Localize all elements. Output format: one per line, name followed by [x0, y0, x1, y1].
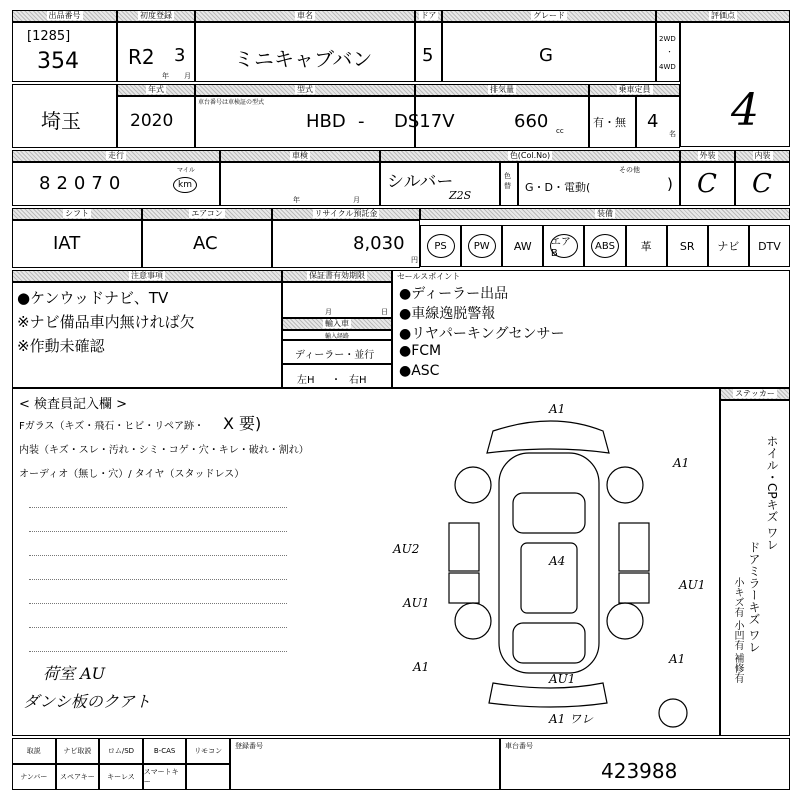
turbo-cell — [589, 96, 636, 148]
rule-line — [29, 579, 287, 580]
equip-leather — [626, 225, 667, 267]
reg-cell — [117, 22, 195, 82]
sales-point-2: ●車線逸脱警報 — [399, 306, 496, 322]
reg-era: R2 — [128, 45, 155, 69]
spare-tire — [659, 699, 687, 727]
equip-label: PW — [468, 234, 496, 258]
sales-point-5: ●ASC — [399, 363, 440, 379]
header-ac: エアコン — [142, 208, 272, 220]
color-name: シルバー — [387, 172, 454, 192]
handwritten-note-1: 荷室 AU — [43, 664, 106, 683]
equip-label: AW — [513, 239, 532, 253]
handle-cell — [282, 364, 392, 388]
header-recycle: リサイクル預託金 — [272, 208, 420, 220]
equip-label: PS — [427, 234, 455, 258]
mark-right-rear-wheel: A1 — [669, 652, 686, 666]
equip-pw — [461, 225, 502, 267]
equip-sunroof — [667, 225, 708, 267]
side-notes-box — [720, 400, 790, 736]
footer-item: スマートキー — [143, 764, 187, 790]
shift: IAT — [53, 233, 81, 254]
equip-label: SR — [679, 239, 695, 253]
equip-dtv — [749, 225, 790, 267]
color-options: G・D・電動( — [525, 181, 591, 194]
chassis-number: 423988 — [601, 759, 678, 783]
header-seats: 乗車定員 — [589, 84, 680, 96]
grade: G — [539, 45, 553, 66]
recycle-fee: 8,030 — [353, 233, 405, 254]
model-prefix: HBD — [306, 111, 346, 132]
mark-left-door: AU2 — [393, 542, 420, 556]
rule-line — [29, 651, 287, 652]
mark-rear: AU1 — [549, 672, 576, 686]
windshield — [513, 493, 585, 533]
rule-line — [29, 555, 287, 556]
month-unit: 月 — [184, 72, 191, 80]
year-cell — [117, 96, 195, 148]
import-row: ディーラー・並行 — [295, 350, 375, 361]
mark-front-right: A1 — [673, 456, 690, 470]
door-rl — [449, 573, 479, 603]
mark-rear-bumper: A1 ワレ — [549, 712, 594, 726]
glass-line: Fガラス（キズ・飛石・ヒビ・リペア跡・ — [19, 421, 205, 432]
header-eval: 評価点 — [656, 10, 790, 22]
warranty-month: 月 — [325, 308, 332, 316]
reg-month: 3 — [174, 45, 186, 66]
aircon: AC — [193, 233, 218, 254]
header-notes: 注意事項 — [12, 270, 282, 282]
rear-window — [513, 623, 585, 663]
model-label: 車台番号は車検証の型式 — [198, 99, 265, 106]
rule-line — [29, 603, 287, 604]
turbo: 有・無 — [593, 116, 626, 129]
equip-label: ナビ — [717, 240, 740, 253]
header-mileage: 走行 — [12, 150, 220, 162]
import-row-cell — [282, 340, 392, 364]
equip-abs — [584, 225, 625, 267]
inspection-cell — [220, 162, 380, 206]
score: 4 — [731, 85, 759, 136]
drive-separator: ・ — [666, 48, 673, 56]
handle-right: 右H — [349, 375, 367, 386]
model-dash: - — [358, 111, 365, 132]
import-label: 輸入経路 — [282, 330, 392, 340]
wheel-rl — [455, 603, 491, 639]
year-unit: 年 — [162, 72, 169, 80]
equip-ps — [420, 225, 461, 267]
color-change-cell — [500, 162, 518, 206]
model-year: 2020 — [130, 111, 174, 131]
header-door: ドア — [415, 10, 442, 22]
equip-label: DTV — [758, 239, 781, 253]
notes-box — [12, 282, 282, 388]
header-model-year: 年式 — [117, 84, 195, 96]
glass-mark: X 要) — [223, 414, 262, 433]
header-ext: 内装 — [735, 150, 790, 162]
header-shift: シフト — [12, 208, 142, 220]
lot-small: [1285] — [27, 29, 71, 44]
color-options-cell — [518, 162, 680, 206]
inspector-box — [12, 388, 720, 736]
rule-line — [29, 531, 287, 532]
rule-line — [29, 627, 287, 628]
mark-left-rear-wheel: A1 — [413, 660, 430, 674]
seats: 4 — [647, 111, 659, 132]
header-warranty: 保証書有効期限 — [282, 270, 392, 282]
footer-item: ナンバー — [12, 764, 56, 790]
color-change: 色替 — [504, 172, 511, 190]
model-cell — [195, 96, 455, 148]
score-cell — [680, 22, 790, 147]
equip-label: ABS — [591, 234, 619, 258]
exterior-cell — [680, 162, 735, 206]
auction-sheet — [10, 8, 790, 794]
color-code: Z2S — [449, 189, 472, 202]
header-equipment: 装備 — [420, 208, 790, 220]
header-reg: 初度登録 — [117, 10, 195, 22]
car-diagram — [353, 393, 713, 733]
header-sticker: ステッカー — [720, 388, 790, 400]
header-model: 型式 — [195, 84, 415, 96]
wheel-fr — [607, 467, 643, 503]
color-cell — [380, 162, 500, 206]
wheel-fl — [455, 467, 491, 503]
side-note-mirror: ドアミラーキズ ワレ — [747, 541, 761, 653]
header-grade: グレード — [442, 10, 656, 22]
note-2: ※ナビ備品車内無ければ欠 — [17, 313, 195, 331]
handle-left: 左H — [297, 375, 315, 386]
displacement: 660 — [514, 111, 549, 132]
footer-item: B-CAS — [143, 738, 187, 764]
header-color: 色(Col.No) — [380, 150, 680, 162]
sales-header: セールスポイント — [397, 272, 461, 281]
car-name-cell — [195, 22, 415, 82]
door-fr — [619, 523, 649, 571]
drive-4wd: 4WD — [659, 63, 676, 71]
model-code: DS17V — [394, 111, 455, 132]
recycle-unit: 円 — [411, 256, 418, 264]
mileage-unit: km — [173, 177, 197, 193]
mark-front-bumper: A1 — [549, 402, 566, 416]
interior-cell — [735, 162, 790, 206]
note-1: ●ケンウッドナビ、TV — [17, 289, 169, 307]
note-3: ※作動未確認 — [17, 337, 105, 355]
footer-item: ロム/SD — [99, 738, 143, 764]
header-car: 車名 — [195, 10, 415, 22]
sales-point-4: ●FCM — [399, 343, 442, 359]
seats-cell — [636, 96, 680, 148]
equip-aw — [502, 225, 543, 267]
color-options-close: ) — [667, 175, 673, 193]
interior-line: 内装（キズ・スレ・汚れ・シミ・コゲ・穴・キレ・破れ・割れ） — [19, 445, 309, 456]
header-displacement: 排気量 — [415, 84, 589, 96]
equip-airbag — [543, 225, 584, 267]
inspection-year-unit: 年 — [293, 196, 300, 204]
sales-point-1: ●ディーラー出品 — [399, 286, 509, 302]
header-int: 外装 — [680, 150, 735, 162]
mileage-cell — [12, 162, 220, 206]
footer-item: キーレス — [99, 764, 143, 790]
drive-2wd: 2WD — [659, 35, 676, 43]
mark-roof: A4 — [549, 554, 566, 568]
displacement-cell — [415, 96, 589, 148]
registration-number-cell — [230, 738, 500, 790]
chassis-cell — [500, 738, 790, 790]
sales-point-3: ●リヤパーキングセンサー — [399, 326, 565, 342]
car-name: ミニキャブバン — [234, 47, 373, 71]
doors: 5 — [422, 45, 434, 66]
chassis-label: 車台番号 — [505, 742, 533, 750]
footer-item: 取説 — [12, 738, 56, 764]
side-note-wheel: ホイル・CPキズ ワレ — [765, 435, 779, 551]
aircon-cell — [142, 220, 272, 268]
mark-left-rear: AU1 — [403, 596, 430, 610]
rule-line — [29, 507, 287, 508]
mileage-unit-label: マイル — [177, 167, 195, 174]
registration-label: 登録番号 — [235, 742, 263, 750]
inspection-month-unit: 月 — [353, 196, 360, 204]
interior-grade: C — [752, 169, 772, 199]
location-cell — [12, 84, 117, 148]
door-rr — [619, 573, 649, 603]
door-cell — [415, 22, 442, 82]
warranty-day: 日 — [381, 308, 388, 316]
audio-tire-line: オーディオ（無し・穴）/ タイヤ（スタッドレス） — [19, 469, 245, 480]
recycle-cell — [272, 220, 420, 268]
mileage-digits: 82070 — [39, 173, 127, 194]
wheel-rr — [607, 603, 643, 639]
equip-label: 革 — [640, 240, 652, 253]
header-import: 輸入車 — [282, 318, 392, 330]
grade-cell — [442, 22, 656, 82]
side-note-scratch: 小キズ有 小凹有 補修有 — [732, 577, 743, 684]
equip-label: エアB — [550, 234, 578, 258]
lot-number: 354 — [37, 49, 79, 74]
color-other-label: その他 — [619, 166, 640, 174]
front-bumper — [487, 421, 609, 453]
footer-item: リモコン — [186, 738, 230, 764]
location: 埼玉 — [41, 109, 81, 133]
equip-navi — [708, 225, 749, 267]
lot-cell — [12, 22, 117, 82]
exterior-grade: C — [697, 169, 717, 199]
seats-unit: 名 — [669, 130, 676, 138]
handwritten-note-2: ダンシ板のクアト — [23, 692, 151, 711]
rear-bumper — [489, 683, 607, 707]
shift-cell — [12, 220, 142, 268]
sales-box — [392, 270, 790, 388]
footer-item: スペアキー — [56, 764, 100, 790]
header-lot: 出品番号 — [12, 10, 117, 22]
drive-cell — [656, 22, 680, 82]
warranty-cell — [282, 282, 392, 318]
footer-blank — [186, 764, 230, 790]
door-fl — [449, 523, 479, 571]
inspector-title: < 検査員記入欄 > — [19, 397, 128, 412]
footer-item: ナビ取説 — [56, 738, 100, 764]
displacement-unit: cc — [556, 127, 564, 135]
header-inspection: 車検 — [220, 150, 380, 162]
mark-right-door: AU1 — [679, 578, 706, 592]
handle-separator: ・ — [331, 375, 341, 386]
